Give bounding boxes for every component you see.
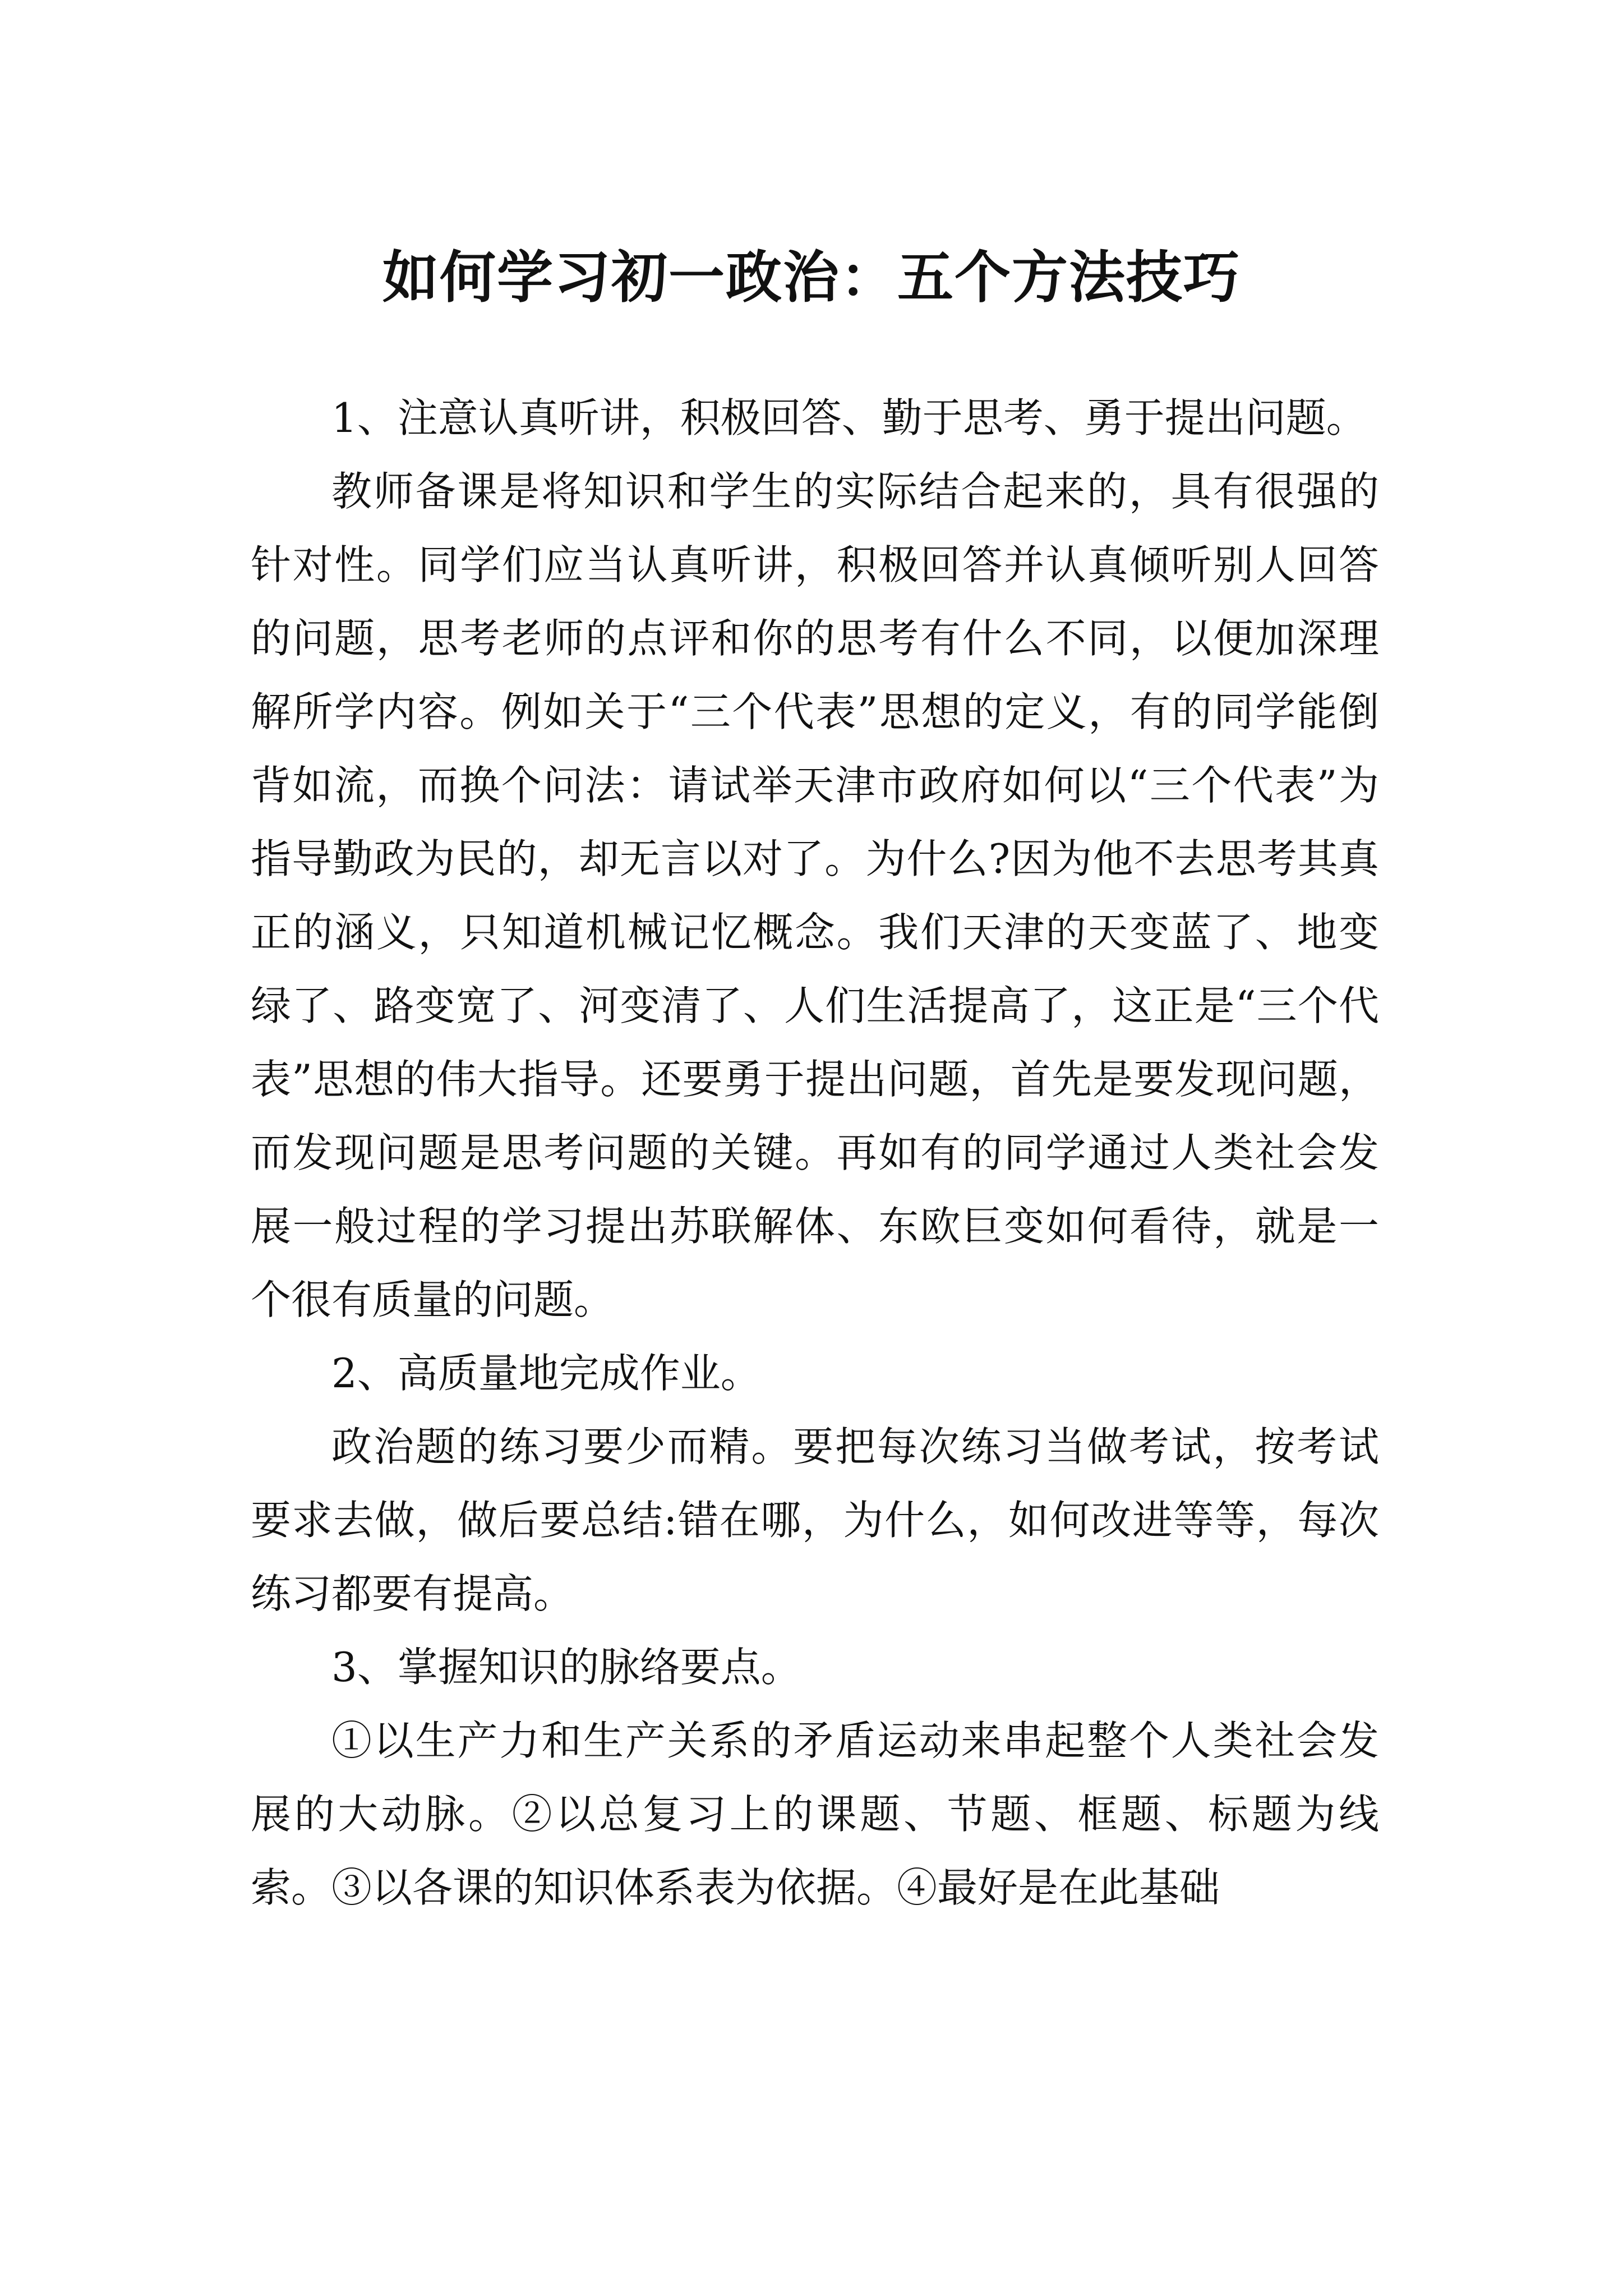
document-title: 如何学习初一政治：五个方法技巧 <box>382 244 1241 310</box>
paragraph-point-1: 1、注意认真听讲，积极回答、勤于思考、勇于提出问题。 <box>331 394 1367 441</box>
paragraph-point-3-detail: ①以生产力和生产关系的矛盾运动来串起整个人类社会发展的大动脉。②以总复习上的课题、节题、框题、标题为线索。③以各课的知识体系表为依据。④最好是在此基础 <box>251 1717 1379 1911</box>
paragraph-point-1-detail: 教师备课是将知识和学生的实际结合起来的，具有很强的针对性。同学们应当认真听讲，积极回答并认真倾听别人回答的问题，思考老师的点评和你的思考有什么不同，以便加深理解所学内容。例如关于“三个代表”思想的定义，有的同学能倒背如流，而换个问法：请试举天津市政府如何以“三个代表”为指导勤政为民的，却无言以对了。为什么?因为他不去思考其真正的涵义，只知道机械记忆概念。我们天津的天变蓝了、地变绿了、路变宽了、河变清了、人们生活提高了，这正是“三个代表”思想的伟大指导。还要勇于提出问题，首先是要发现问题，而发现问题是思考问题的关键。再如有的同学通过人类社会发展一般过程的学习提出苏联解体、东欧巨变如何看待，就是一个很有质量的问题。 <box>251 468 1379 1323</box>
document-body <box>251 381 1379 1925</box>
paragraph-point-3: 3、掌握知识的脉络要点。 <box>331 1644 801 1691</box>
paragraph-point-2: 2、高质量地完成作业。 <box>331 1350 761 1397</box>
paragraph-point-2-detail: 政治题的练习要少而精。要把每次练习当做考试，按考试要求去做，做后要总结:错在哪，为什么，如何改进等等，每次练习都要有提高。 <box>251 1423 1379 1617</box>
